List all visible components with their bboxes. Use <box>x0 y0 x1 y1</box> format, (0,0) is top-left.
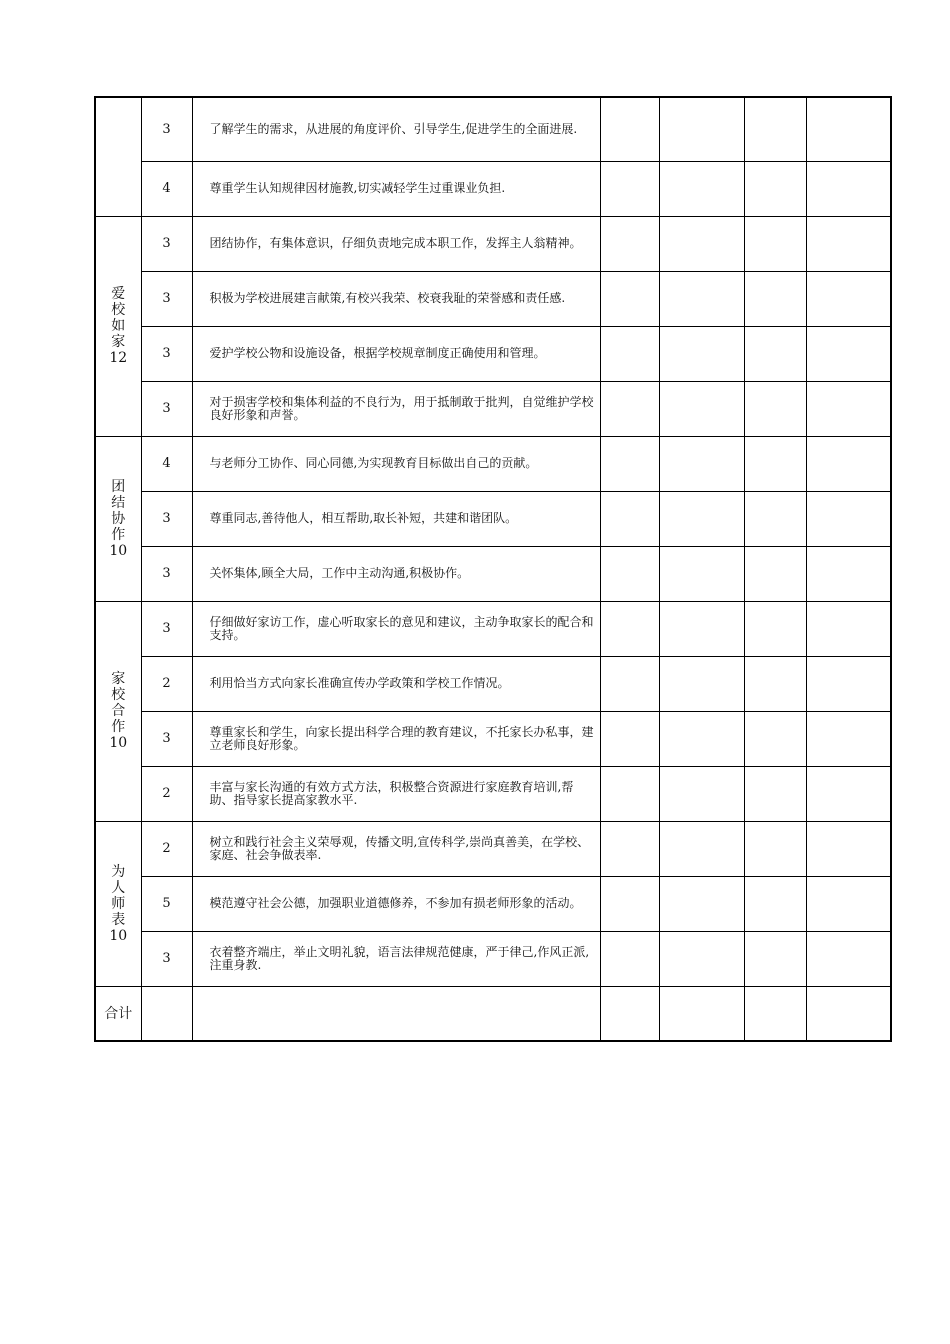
score-cell: 3 <box>141 931 192 986</box>
blank-cell[interactable] <box>744 876 806 931</box>
criterion-text: 仔细做好家访工作，虚心听取家长的意见和建议，主动争取家长的配合和支持。 <box>192 601 600 656</box>
blank-cell[interactable] <box>659 216 744 271</box>
total-desc-cell[interactable] <box>192 986 600 1041</box>
blank-cell[interactable] <box>744 491 806 546</box>
blank-cell[interactable] <box>744 161 806 216</box>
blank-cell[interactable] <box>659 601 744 656</box>
blank-cell[interactable] <box>600 601 659 656</box>
table-row <box>95 546 891 601</box>
blank-cell[interactable] <box>744 326 806 381</box>
score-cell: 3 <box>141 216 192 271</box>
blank-cell[interactable] <box>600 546 659 601</box>
table-row <box>95 711 891 766</box>
score-cell: 4 <box>141 436 192 491</box>
blank-cell[interactable] <box>744 986 806 1041</box>
blank-cell[interactable] <box>806 931 891 986</box>
category-cell-home-school: 家校合作10 <box>95 601 141 821</box>
blank-cell[interactable] <box>659 326 744 381</box>
blank-cell[interactable] <box>600 491 659 546</box>
blank-cell[interactable] <box>600 97 659 161</box>
blank-cell[interactable] <box>744 656 806 711</box>
blank-cell[interactable] <box>659 381 744 436</box>
score-cell: 5 <box>141 876 192 931</box>
criterion-text: 爱护学校公物和设施设备，根据学校规章制度正确使用和管理。 <box>192 326 600 381</box>
criterion-text: 与老师分工协作、同心同德,为实现教育目标做出自己的贡献。 <box>192 436 600 491</box>
criterion-text: 关怀集体,顾全大局，工作中主动沟通,积极协作。 <box>192 546 600 601</box>
table-row <box>95 876 891 931</box>
category-cell-love-school: 爱校如家12 <box>95 216 141 436</box>
blank-cell[interactable] <box>806 271 891 326</box>
blank-cell[interactable] <box>600 986 659 1041</box>
criterion-text: 了解学生的需求，从进展的角度评价、引导学生,促进学生的全面进展. <box>192 97 600 161</box>
blank-cell[interactable] <box>806 711 891 766</box>
blank-cell[interactable] <box>744 381 806 436</box>
blank-cell[interactable] <box>806 986 891 1041</box>
blank-cell[interactable] <box>744 821 806 876</box>
blank-cell[interactable] <box>659 546 744 601</box>
blank-cell[interactable] <box>600 381 659 436</box>
score-cell: 3 <box>141 601 192 656</box>
table-row <box>95 601 891 656</box>
blank-cell[interactable] <box>806 601 891 656</box>
blank-cell[interactable] <box>600 711 659 766</box>
category-cell-role-model: 为人师表10 <box>95 821 141 986</box>
blank-cell[interactable] <box>806 436 891 491</box>
criterion-text: 尊重学生认知规律因材施教,切实减轻学生过重课业负担. <box>192 161 600 216</box>
score-cell: 3 <box>141 381 192 436</box>
blank-cell[interactable] <box>659 97 744 161</box>
table-row <box>95 766 891 821</box>
score-cell: 3 <box>141 97 192 161</box>
criterion-text: 丰富与家长沟通的有效方式方法，积极整合资源进行家庭教育培训,帮助、指导家长提高家教水平. <box>192 766 600 821</box>
blank-cell[interactable] <box>806 656 891 711</box>
blank-cell[interactable] <box>659 161 744 216</box>
evaluation-table <box>94 96 892 1042</box>
score-cell: 2 <box>141 766 192 821</box>
blank-cell[interactable] <box>806 491 891 546</box>
table-row <box>95 436 891 491</box>
category-cell-teamwork: 团结协作10 <box>95 436 141 601</box>
score-cell: 2 <box>141 821 192 876</box>
blank-cell[interactable] <box>806 97 891 161</box>
criterion-text: 积极为学校进展建言献策,有校兴我荣、校衰我耻的荣誉感和责任感. <box>192 271 600 326</box>
blank-cell[interactable] <box>659 986 744 1041</box>
blank-cell[interactable] <box>744 766 806 821</box>
category-cell-continued <box>95 97 141 216</box>
blank-cell[interactable] <box>600 436 659 491</box>
total-score-cell[interactable] <box>141 986 192 1041</box>
blank-cell[interactable] <box>600 656 659 711</box>
criterion-text: 团结协作，有集体意识，仔细负责地完成本职工作，发挥主人翁精神。 <box>192 216 600 271</box>
blank-cell[interactable] <box>806 766 891 821</box>
criterion-text: 衣着整齐端庄，举止文明礼貌，语言法律规范健康，严于律己,作风正派,注重身教. <box>192 931 600 986</box>
score-cell: 3 <box>141 326 192 381</box>
score-cell: 4 <box>141 161 192 216</box>
blank-cell[interactable] <box>744 711 806 766</box>
criterion-text: 对于损害学校和集体利益的不良行为，用于抵制敢于批判，自觉维护学校良好形象和声誉。 <box>192 381 600 436</box>
blank-cell[interactable] <box>659 436 744 491</box>
criterion-text: 尊重同志,善待他人，相互帮助,取长补短，共建和谐团队。 <box>192 491 600 546</box>
table-row <box>95 271 891 326</box>
criterion-text: 尊重家长和学生，向家长提出科学合理的教育建议，不托家长办私事，建立老师良好形象。 <box>192 711 600 766</box>
blank-cell[interactable] <box>806 216 891 271</box>
score-cell: 3 <box>141 711 192 766</box>
blank-cell[interactable] <box>744 931 806 986</box>
blank-cell[interactable] <box>744 601 806 656</box>
blank-cell[interactable] <box>659 931 744 986</box>
blank-cell[interactable] <box>744 216 806 271</box>
blank-cell[interactable] <box>659 271 744 326</box>
blank-cell[interactable] <box>600 161 659 216</box>
blank-cell[interactable] <box>600 271 659 326</box>
blank-cell[interactable] <box>744 436 806 491</box>
table-row <box>95 216 891 271</box>
blank-cell[interactable] <box>600 216 659 271</box>
score-cell: 3 <box>141 546 192 601</box>
blank-cell[interactable] <box>806 161 891 216</box>
criterion-text: 模范遵守社会公德，加强职业道德修养，不参加有损老师形象的活动。 <box>192 876 600 931</box>
total-label: 合计 <box>95 986 141 1041</box>
table-row <box>95 491 891 546</box>
blank-cell[interactable] <box>659 766 744 821</box>
blank-cell[interactable] <box>744 271 806 326</box>
blank-cell[interactable] <box>600 821 659 876</box>
blank-cell[interactable] <box>659 876 744 931</box>
table-row <box>95 821 891 876</box>
blank-cell[interactable] <box>744 97 806 161</box>
score-cell: 2 <box>141 656 192 711</box>
blank-cell[interactable] <box>659 491 744 546</box>
blank-cell[interactable] <box>600 766 659 821</box>
table-row <box>95 326 891 381</box>
blank-cell[interactable] <box>659 821 744 876</box>
table-row <box>95 381 891 436</box>
blank-cell[interactable] <box>806 876 891 931</box>
criterion-text: 树立和践行社会主义荣辱观，传播文明,宣传科学,崇尚真善美，在学校、家庭、社会争做表率. <box>192 821 600 876</box>
criterion-text: 利用恰当方式向家长准确宣传办学政策和学校工作情况。 <box>192 656 600 711</box>
table-row <box>95 97 891 161</box>
blank-cell[interactable] <box>806 381 891 436</box>
blank-cell[interactable] <box>744 546 806 601</box>
blank-cell[interactable] <box>659 656 744 711</box>
blank-cell[interactable] <box>600 931 659 986</box>
blank-cell[interactable] <box>659 711 744 766</box>
score-cell: 3 <box>141 491 192 546</box>
table-row <box>95 656 891 711</box>
blank-cell[interactable] <box>600 876 659 931</box>
blank-cell[interactable] <box>806 326 891 381</box>
score-cell: 3 <box>141 271 192 326</box>
blank-cell[interactable] <box>600 326 659 381</box>
total-row <box>95 986 891 1041</box>
blank-cell[interactable] <box>806 821 891 876</box>
table-row <box>95 161 891 216</box>
table-row <box>95 931 891 986</box>
blank-cell[interactable] <box>806 546 891 601</box>
